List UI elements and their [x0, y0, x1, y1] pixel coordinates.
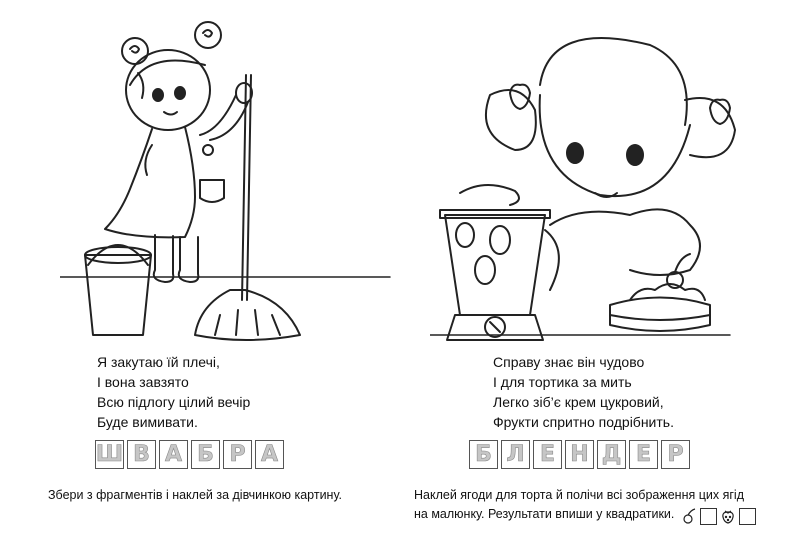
cherry-icon	[680, 507, 698, 525]
girl-with-blender-illustration	[430, 15, 770, 345]
letter-tile: Е	[533, 440, 562, 469]
strawberry-count-box[interactable]	[739, 508, 756, 525]
berry-count-answers	[680, 507, 756, 525]
right-poem-line: Справу знає він чудово	[493, 354, 645, 370]
letter-tile: Н	[565, 440, 594, 469]
letter-tile: Ш	[95, 442, 124, 467]
right-instruction-line: на малюнку. Результати впиши у квадратики.	[414, 507, 675, 521]
strawberry-icon	[719, 507, 737, 525]
letter-tile: Е	[629, 440, 658, 469]
letter-tile: Б	[469, 440, 498, 469]
letter-tile: Л	[501, 440, 530, 469]
right-poem	[493, 352, 674, 432]
right-poem-line: Фрукти спритно подрібнить.	[493, 414, 674, 430]
cherry-count-box[interactable]	[700, 508, 717, 525]
left-poem-line: Буде вимивати.	[97, 414, 198, 430]
right-poem-line: Легко зіб’є крем цукровий,	[493, 394, 664, 410]
left-poem-line: І вона завзято	[97, 374, 189, 390]
left-poem-line: Я закутаю їй плечі,	[97, 354, 220, 370]
left-word-tiles	[95, 440, 284, 469]
right-poem-line: І для тортика за мить	[493, 374, 632, 390]
left-poem-line: Всю підлогу цілий вечір	[97, 394, 251, 410]
left-poem	[97, 352, 250, 432]
right-instruction-line: Наклей ягоди для торта й полічи всі зображення цих ягід	[414, 488, 744, 502]
letter-tile: А	[159, 440, 188, 469]
letter-tile: Б	[191, 440, 220, 469]
letter-tile: Д	[597, 440, 626, 469]
right-word-tiles	[469, 440, 690, 469]
left-instruction: Збери з фрагментів і наклей за дівчинкою картину.	[48, 488, 342, 502]
letter-tile: Р	[661, 440, 690, 469]
girl-with-mop-illustration	[60, 15, 400, 350]
letter-tile: В	[127, 440, 156, 469]
letter-tile: А	[255, 440, 284, 469]
letter-tile: Р	[223, 440, 252, 469]
